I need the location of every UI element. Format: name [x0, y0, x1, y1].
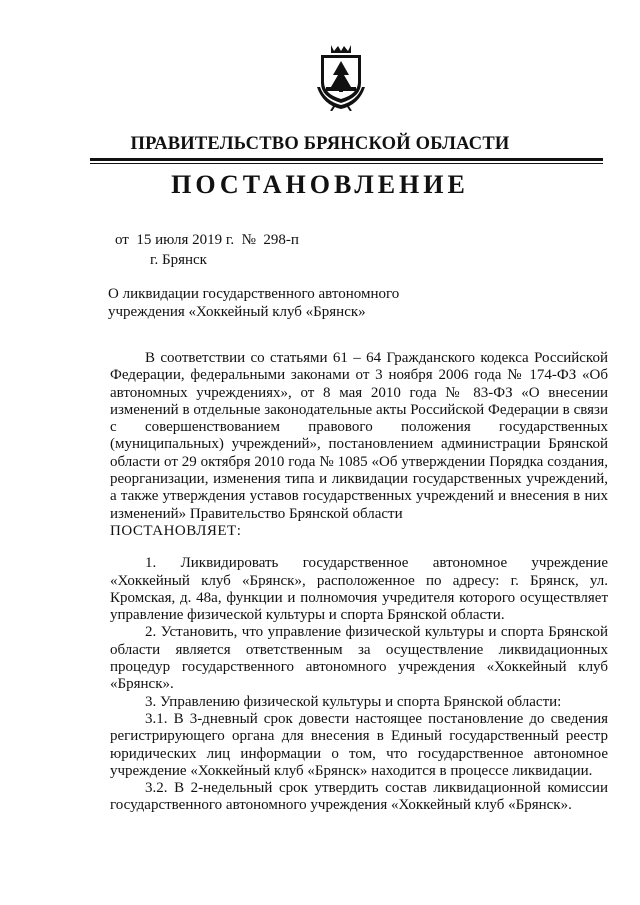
list-item: 2. Установить, что управление физической культуры и спорта Брянской области является ответственным за осуществление ликвидационных процедур государственного автономного учреждения «Хоккейный клуб «Брянск». [110, 624, 608, 693]
list-item: 3. Управлению физической культуры и спорта Брянской области: [145, 693, 562, 710]
document-type-title: ПОСТАНОВЛЕНИЕ [171, 170, 469, 199]
date-number-line [115, 232, 299, 249]
subject-line-2: учреждения «Хоккейный клуб «Брянск» [108, 304, 366, 320]
document-date: 15 июля 2019 г. [136, 232, 235, 248]
document-subject [108, 285, 408, 321]
list-item: 3.1. В 3-дневный срок довести настоящее постановление до сведения регистрирующего органа для внесения в Единый государственный реестр юридических лиц информации о том, что государственное автономное учреждение «Хоккейный клуб «Брянск» находится в процессе ликвидации. [110, 710, 608, 779]
date-prefix: от [115, 232, 129, 248]
list-item: 3.2. В 2-недельный срок утвердить состав ликвидационной комиссии государственного автономного учреждения «Хоккейный клуб «Брянск». [110, 780, 608, 814]
spacer [110, 540, 608, 555]
header-rule-thick [90, 158, 603, 161]
header-rule-thin [90, 163, 603, 164]
organization-title: ПРАВИТЕЛЬСТВО БРЯНСКОЙ ОБЛАСТИ [130, 134, 510, 154]
subject-line-1: О ликвидации государственного автономного [108, 286, 400, 302]
document-number: 298-п [263, 232, 299, 248]
city: г. Брянск [150, 252, 207, 268]
document-body [110, 350, 608, 815]
list-item: 1. Ликвидировать государственное автономное учреждение «Хоккейный клуб «Брянск», расположенное по адресу: г. Брянск, ул. Кромская, д. 48а, функции и полномочия учредителя которого осуществляет управление физической культуры и спорта Брянской области. [110, 555, 608, 624]
preamble-paragraph: В соответствии со статьями 61 – 64 Гражданского кодекса Российской Федерации, федеральными законами от 3 ноября 2006 года № 174-ФЗ «Об автономных учреждениях», от 8 мая 2010 года № 83-ФЗ «О внесении изменений в отдельные законодательные акты Российской Федерации в связи с совершенствованием правового положения государственных (муниципальных) учреждений», постановлением администрации Брянской области от 29 октября 2010 года № 1085 «Об утверждении Порядка создания, реорганизации, изменения типа и ликвидации государственных учреждений, а также утверждения уставов государственных учреждений и внесения в них изменений» Правительство Брянской области [110, 350, 608, 522]
decree-word: ПОСТАНОВЛЯЕТ: [110, 522, 242, 539]
bryansk-coat-of-arms-icon [313, 43, 369, 111]
number-sign: № [241, 232, 256, 248]
